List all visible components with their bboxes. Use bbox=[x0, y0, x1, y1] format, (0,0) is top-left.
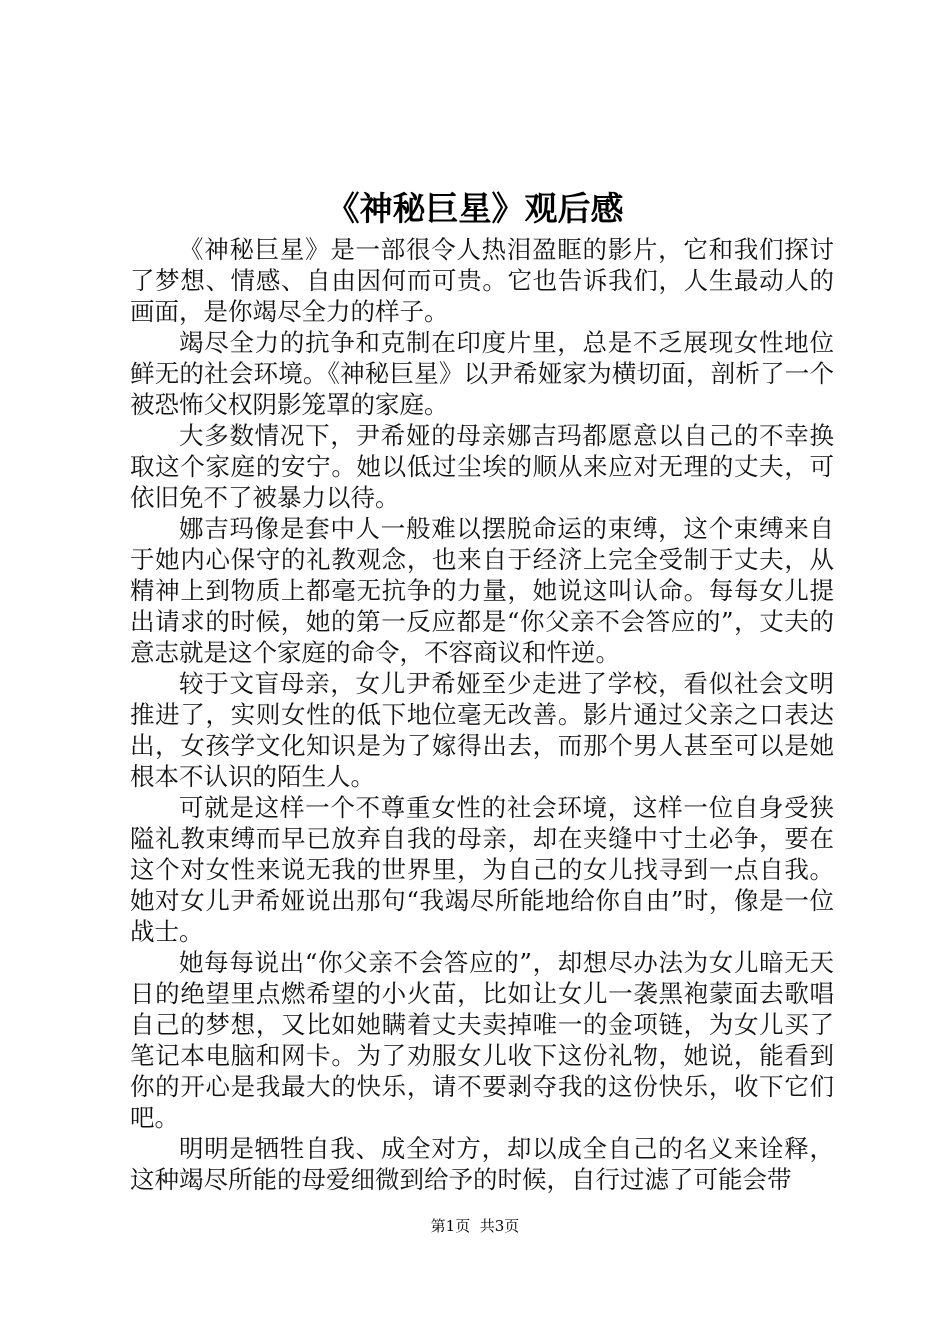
paragraph: 较于文盲母亲，女儿尹希娅至少走进了学校，看似社会文明推进了，实则女性的低下地位毫无改善。影片通过父亲之口表达出，女孩学文化知识是为了嫁得出去，而那个男人甚至可以是她根本不认识的陌生人。 bbox=[130, 669, 834, 791]
page-footer bbox=[0, 1216, 950, 1236]
paragraph: 大多数情况下，尹希娅的母亲娜吉玛都愿意以自己的不幸换取这个家庭的安宁。她以低过尘埃的顺从来应对无理的丈夫，可依旧免不了被暴力以待。 bbox=[130, 421, 834, 512]
paragraph: 竭尽全力的抗争和克制在印度片里，总是不乏展现女性地位鲜无的社会环境。《神秘巨星》以尹希娅家为横切面，剖析了一个被恐怖父权阴影笼罩的家庭。 bbox=[130, 328, 834, 419]
paragraph: 可就是这样一个不尊重女性的社会环境，这样一位自身受狭隘礼教束缚而早已放弃自我的母亲，却在夹缝中寸土必争，要在这个对女性来说无我的世界里，为自己的女儿找寻到一点自我。她对女儿尹希娅说出那句“我竭尽所能地给你自由”时，像是一位战士。 bbox=[130, 793, 834, 946]
page-number: 第1页 bbox=[430, 1217, 471, 1235]
paragraph: 她每每说出“你父亲不会答应的”，却想尽办法为女儿暗无天日的绝望里点燃希望的小火苗，比如让女儿一袭黑袍蒙面去歌唱自己的梦想，又比如她瞒着丈夫卖掉唯一的金项链，为女儿买了笔记本电脑和网卡。为了劝服女儿收下这份礼物，她说，能看到你的开心是我最大的快乐，请不要剥夺我的这份快乐，收下它们吧。 bbox=[130, 948, 834, 1132]
paragraph: 娜吉玛像是套中人一般难以摆脱命运的束缚，这个束缚来自于她内心保守的礼教观念，也来自于经济上完全受制于丈夫，从精神上到物质上都毫无抗争的力量，她说这叫认命。每每女儿提出请求的时候，她的第一反应都是“你父亲不会答应的”，丈夫的意志就是这个家庭的命令，不容商议和忤逆。 bbox=[130, 514, 834, 667]
page-total: 共3页 bbox=[479, 1217, 520, 1235]
document-body bbox=[130, 234, 834, 1195]
paragraph: 明明是牺牲自我、成全对方，却以成全自己的名义来诠释，这种竭尽所能的母爱细微到给予的时候，自行过滤了可能会带 bbox=[130, 1134, 834, 1194]
document-title: 《神秘巨星》观后感 bbox=[326, 189, 624, 228]
paragraph: 《神秘巨星》是一部很令人热泪盈眶的影片，它和我们探讨了梦想、情感、自由因何而可贵。它也告诉我们，人生最动人的画面，是你竭尽全力的样子。 bbox=[130, 235, 834, 326]
